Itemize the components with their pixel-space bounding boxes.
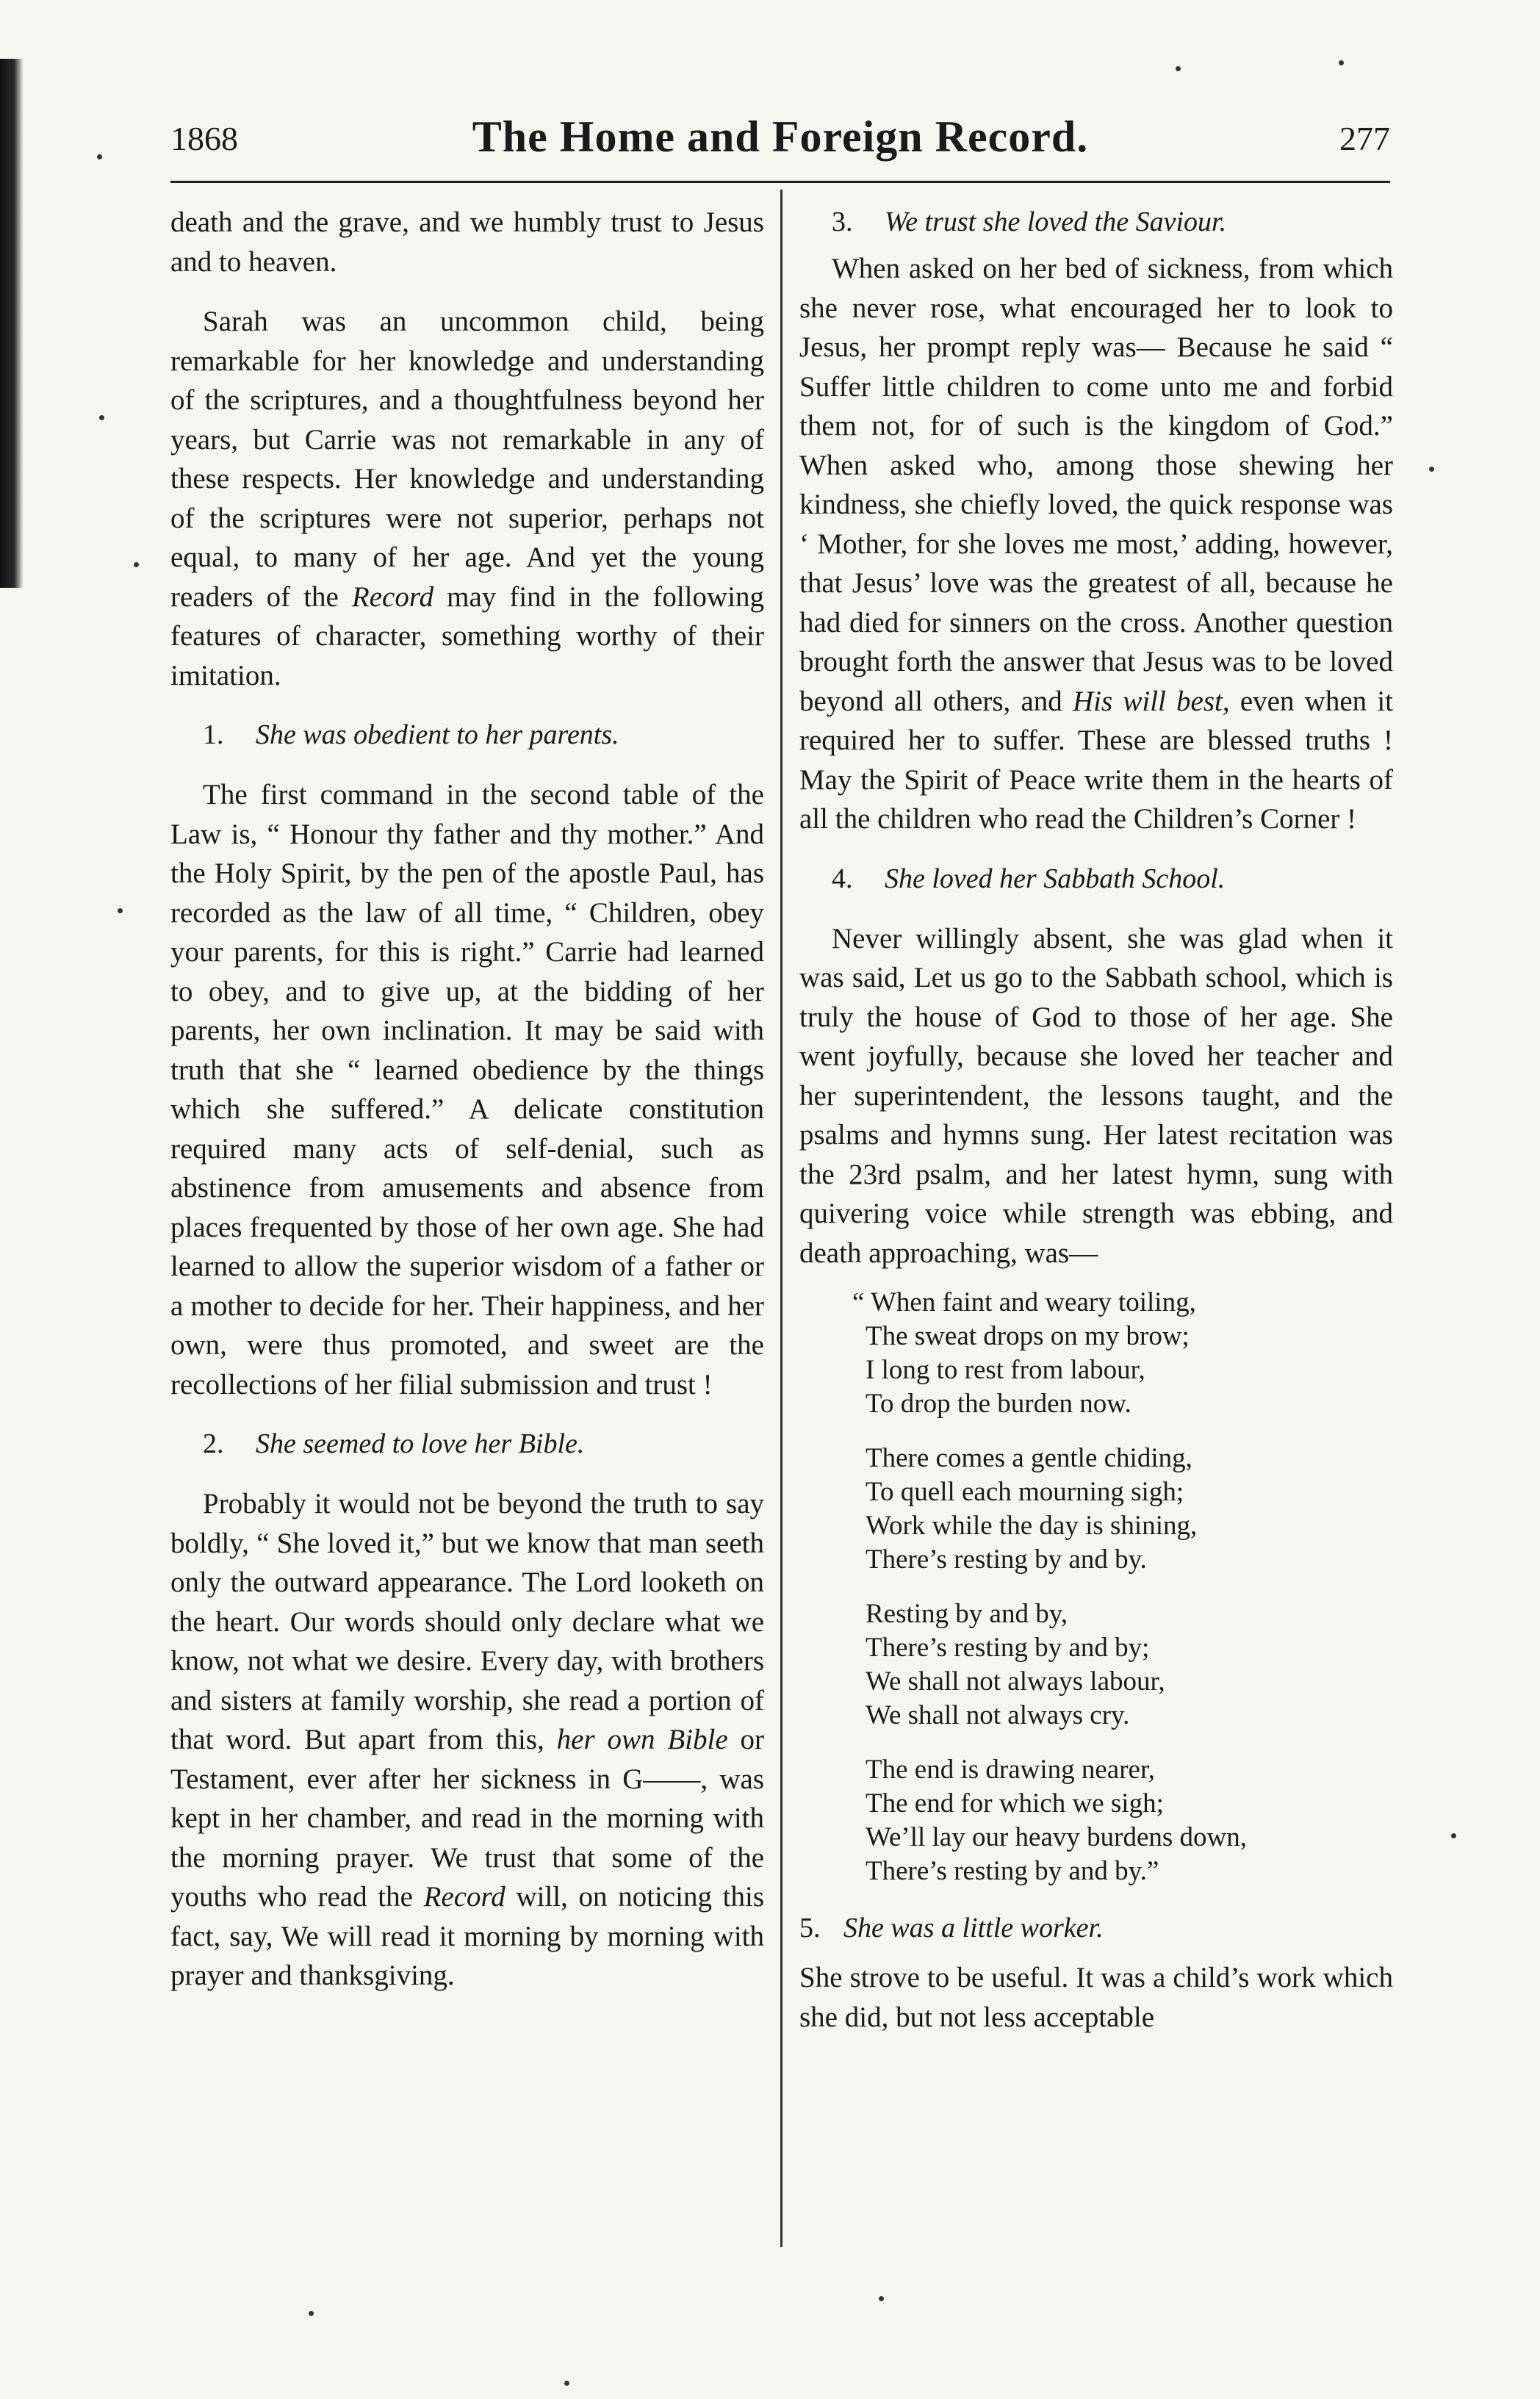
subhead-4: 4. She loved her Sabbath School. bbox=[832, 863, 1226, 894]
hymn-poem bbox=[799, 1286, 1393, 1888]
right-column bbox=[799, 203, 1393, 2037]
scan-speck bbox=[134, 562, 139, 567]
binding-edge bbox=[0, 59, 24, 588]
paragraph-obedience: The first command in the second table of the Law is, “ Honour thy father and thy mother.” And the Holy Spirit, by the pen of the apostle Paul, has recorded as the law of all time, “ Children, obey your parents, for this is right.” Carrie had learned to obey, and to give up, at the bidding of her parents, her own inclination. It may be said with truth that she “ learned obedience by the things which she suffered.” A delicate constitution required many acts of self-denial, such as abstinence from amusements and absence from places frequented by those of her own age. She had learned to allow the superior wisdom of a father or a mother to decide for her. Their happiness, and her own, were thus promoted, and sweet are the recollections of her filial submission and trust ! bbox=[170, 779, 764, 1400]
scan-speck bbox=[118, 908, 123, 913]
hymn-line: There’s resting by and by.” bbox=[866, 1856, 1159, 1886]
scan-speck bbox=[97, 154, 102, 159]
hymn-line: I long to rest from labour, bbox=[866, 1355, 1145, 1385]
scan-speck bbox=[309, 2311, 314, 2316]
hymn-line: We shall not always labour, bbox=[866, 1666, 1165, 1697]
hymn-stanza bbox=[866, 1442, 1393, 1577]
column-divider bbox=[780, 190, 782, 2247]
scan-speck bbox=[879, 2296, 884, 2301]
paragraph-bible: Probably it would not be beyond the truth to say boldly, “ She loved it,” but we know that man seeth only the outward appearance. The Lord looketh on the heart. Our words should only declare what we know, not what we desire. Every day, with brothers and sisters at family worship, she read a portion of that word. But apart from this, her own Bible or Testament, ever after her sickness in G——, was kept in her chamber, and read in the morning with the morning prayer. We trust that some of the youths who read the Record will, on noticing this fact, say, We will read it morning by morning with prayer and thanksgiving. bbox=[170, 1488, 765, 1991]
hymn-line: To quell each mourning sigh; bbox=[866, 1477, 1184, 1507]
hymn-line: There’s resting by and by; bbox=[866, 1633, 1150, 1663]
hymn-line: Work while the day is shining, bbox=[866, 1511, 1198, 1541]
hymn-line: There comes a gentle chiding, bbox=[866, 1443, 1192, 1473]
paragraph-worker: She strove to be useful. It was a child’s work which she did, but not less acceptable bbox=[799, 1962, 1393, 2033]
left-column bbox=[170, 203, 764, 1996]
hymn-stanza bbox=[866, 1753, 1393, 1888]
hymn-stanza bbox=[852, 1286, 1393, 1421]
scan-speck bbox=[1429, 467, 1434, 472]
hymn-line: The sweat drops on my brow; bbox=[866, 1321, 1190, 1351]
paragraph-sarah-carrie: Sarah was an uncommon child, being remarkable for her knowledge and understanding of the scriptures, and a thoughtfulness beyond her years, but Carrie was not remarkable in any of these respects. Her knowledge and understanding of the scriptures were not superior, perhaps not equal, to many of her age. And yet the young readers of the Record may find in the following features of character, something worthy of their imitation. bbox=[170, 306, 765, 691]
paragraph-continuation: death and the grave, and we humbly trust to Jesus and to heaven. bbox=[170, 206, 764, 278]
scan-speck bbox=[1339, 60, 1344, 65]
page-number: 277 bbox=[1339, 120, 1390, 157]
hymn-line: To drop the burden now. bbox=[866, 1389, 1131, 1419]
page-header bbox=[170, 110, 1390, 176]
journal-title: The Home and Foreign Record. bbox=[472, 112, 1089, 161]
subhead-1: 1. She was obedient to her parents. bbox=[203, 719, 619, 750]
hymn-line: We’ll lay our heavy burdens down, bbox=[866, 1822, 1247, 1852]
hymn-line: There’s resting by and by. bbox=[866, 1544, 1147, 1575]
subhead-2: 2. She seemed to love her Bible. bbox=[203, 1428, 585, 1459]
hymn-line: The end for which we sigh; bbox=[866, 1788, 1164, 1819]
scan-speck bbox=[1451, 1833, 1456, 1838]
scan-speck bbox=[1176, 66, 1181, 71]
scan-speck bbox=[564, 2381, 569, 2386]
paragraph-sabbath-school: Never willingly absent, she was glad when it was said, Let us go to the Sabbath school, which is truly the house of God to those of her age. She went joyfully, because she loved her teacher and her superintendent, the lessons taught, and the psalms and hymns sung. Her latest recitation was the 23rd psalm, and her latest hymn, sung with quivering voice while strength was ebbing, and death approaching, was— bbox=[799, 922, 1393, 1269]
scan-speck bbox=[99, 415, 104, 420]
hymn-line: The end is drawing nearer, bbox=[866, 1755, 1156, 1785]
header-year: 1868 bbox=[170, 120, 238, 157]
header-rule bbox=[170, 181, 1390, 183]
hymn-stanza bbox=[866, 1597, 1393, 1733]
hymn-line: We shall not always cry. bbox=[866, 1700, 1130, 1730]
subhead-3: 3. We trust she loved the Saviour. bbox=[832, 206, 1227, 237]
hymn-line: “ When faint and weary toiling, bbox=[852, 1287, 1196, 1317]
subhead-5: 5. She was a little worker. bbox=[799, 1913, 1104, 1943]
paragraph-saviour: When asked on her bed of sickness, from which she never rose, what encouraged her to look to Jesus, her prompt reply was— Because he said “ Suffer little children to come unto me and forbid them not, for of such is the kingdom of God.” When asked who, among those shewing her kindness, she chiefly loved, the quick response was ‘ Mother, for she loves me most,’ adding, however, that Jesus’ love was the greatest of all, because he had died for sinners on the cross. Another question brought forth the answer that Jesus was to be loved beyond all others, and His will best, even when it required her to suffer. These are blessed truths ! May the Spirit of Peace write them in the hearts of all the children who read the Children’s Corner ! bbox=[799, 253, 1394, 835]
hymn-line: Resting by and by, bbox=[866, 1599, 1068, 1629]
